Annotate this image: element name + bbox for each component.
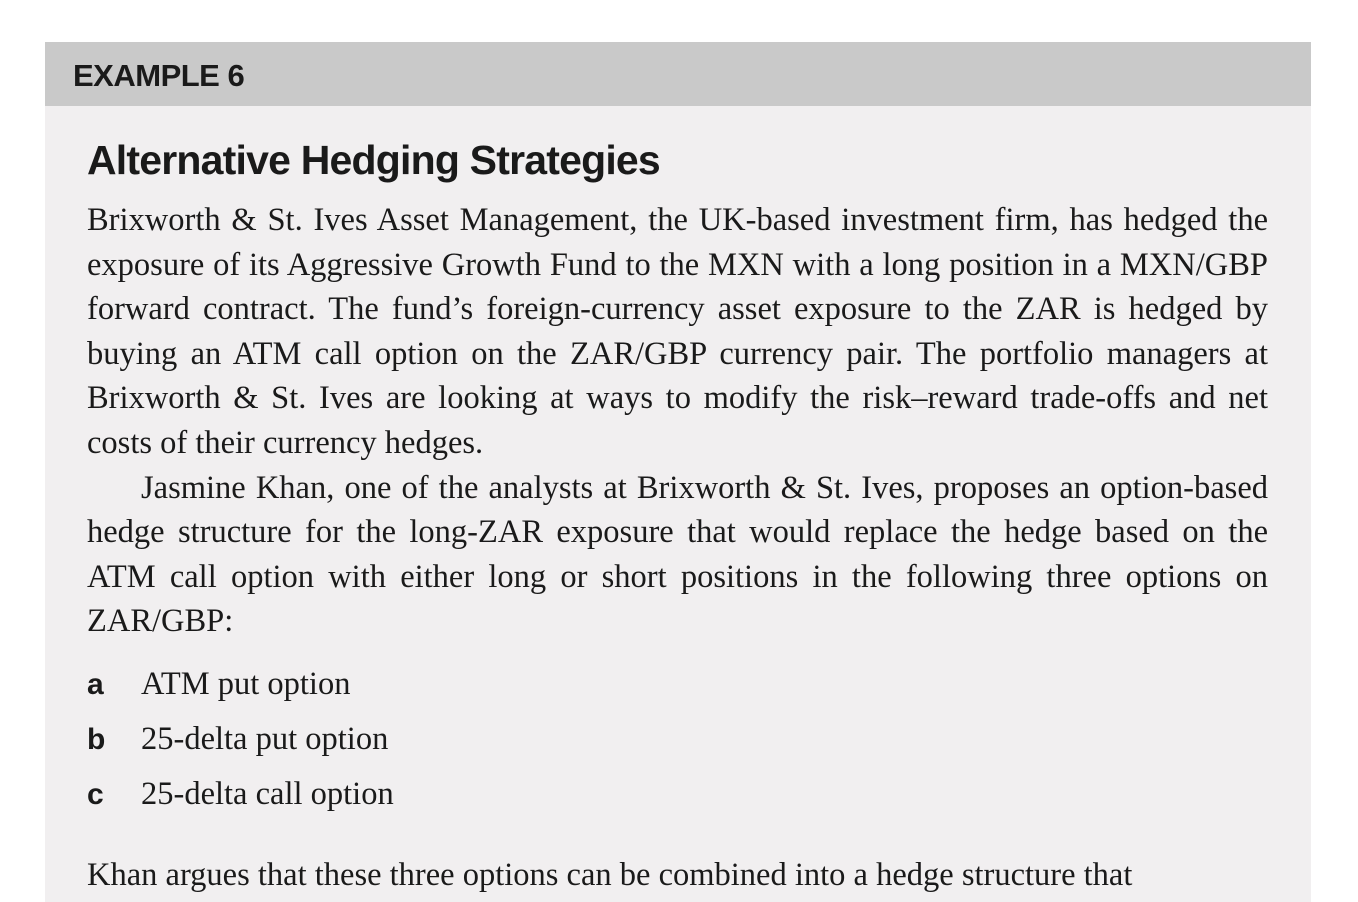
list-item-text: 25-delta call option (141, 775, 394, 812)
list-item-text: ATM put option (141, 665, 351, 702)
list-item (87, 721, 1268, 776)
list-marker: b (87, 722, 106, 756)
list-item-text: 25-delta put option (141, 720, 389, 757)
list-marker: c (87, 777, 104, 811)
example-box (45, 42, 1311, 902)
paragraph-proposal: Jasmine Khan, one of the analysts at Brixworth & St. Ives, proposes an option-based hedge structure for the long-ZAR exposure that would replace the hedge based on the ATM call option with either long or short positions in the following three options on ZAR/GBP: (87, 469, 1268, 640)
list-item (87, 776, 1268, 831)
example-header (45, 42, 1311, 106)
example-content (45, 136, 1311, 898)
paragraph-intro: Brixworth & St. Ives Asset Management, the UK-based investment firm, has hedged the exposure of its Aggressive Growth Fund to the MXN with a long position in a MXN/GBP forward contract. The fund’s foreign-currency asset exposure to the ZAR is hedged by buying an ATM call option on the ZAR/GBP currency pair. The portfolio managers at Brixworth & St. Ives are looking at ways to modify the risk–reward trade-offs and net costs of their currency hedges. (87, 202, 1268, 461)
list-marker: a (87, 667, 104, 701)
options-list (87, 666, 1268, 831)
example-title: Alternative Hedging Strategies (87, 137, 660, 183)
paragraph-closing: Khan argues that these three options can be combined into a hedge structure that (87, 856, 1133, 893)
example-label: EXAMPLE 6 (73, 58, 245, 93)
list-item (87, 666, 1268, 721)
